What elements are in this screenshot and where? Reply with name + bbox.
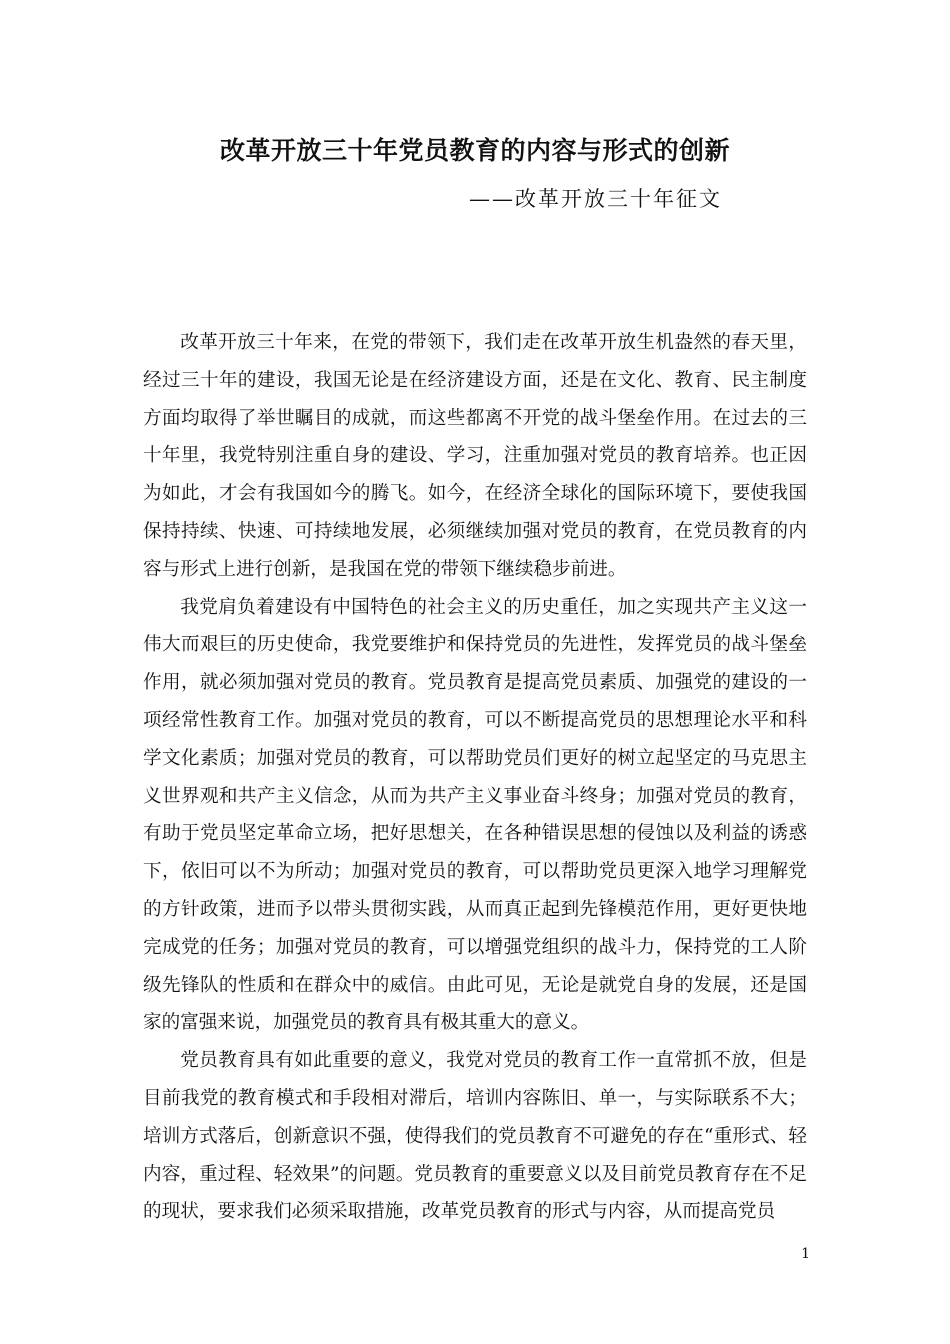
page-number: 1: [801, 1246, 810, 1262]
paragraph-2: 我党肩负着建设有中国特色的社会主义的历史重任，加之实现共产主义这一伟大而艰巨的历史使命，我党要维护和保持党员的先进性，发挥党员的战斗堡垒作用，就必须加强对党员的教育。党员教育是提高党员素质、加强党的建设的一项经常性教育工作。加强对党员的教育，可以不断提高党员的思想理论水平和科学文化素质；加强对党员的教育，可以帮助党员们更好的树立起坚定的马克思主义世界观和共产主义信念，从而为共产主义事业奋斗终身；加强对党员的教育，有助于党员坚定革命立场，把好思想关，在各种错误思想的侵蚀以及利益的诱惑下，依旧可以不为所动；加强对党员的教育，可以帮助党员更深入地学习理解党的方针政策，进而予以带头贯彻实践，从而真正起到先锋模范作用，更好更快地完成党的任务；加强对党员的教育，可以增强党组织的战斗力，保持党的工人阶级先锋队的性质和在群众中的威信。由此可见，无论是就党自身的发展，还是国家的富强来说，加强党员的教育具有极其重大的意义。: [143, 596, 807, 1034]
document-title: 改革开放三十年党员教育的内容与形式的创新: [219, 136, 730, 165]
paragraph-1: 改革开放三十年来，在党的带领下，我们走在改革开放生机盎然的春天里，经过三十年的建设，我国无论是在经济建设方面，还是在文化、教育、民主制度方面均取得了举世瞩目的成就，而这些都离不开党的战斗堡垒作用。在过去的三十年里，我党特别注重自身的建设、学习，注重加强对党员的教育培养。也正因为如此，才会有我国如今的腾飞。如今，在经济全球化的国际环境下，要使我国保持持续、快速、可持续地发展，必须继续加强对党员的教育，在党员教育的内容与形式上进行创新，是我国在党的带领下继续稳步前进。: [143, 332, 807, 580]
document-body: [143, 324, 807, 1231]
document-subtitle: ——改革开放三十年征文: [469, 187, 722, 211]
paragraph-3: 党员教育具有如此重要的意义，我党对党员的教育工作一直常抓不放，但是目前我党的教育模式和手段相对滞后，培训内容陈旧、单一，与实际联系不大；培训方式落后，创新意识不强，使得我们的党员教育不可避免的存在“重形式、轻内容，重过程、轻效果”的问题。党员教育的重要意义以及目前党员教育存在不足的现状，要求我们必须采取措施，改革党员教育的形式与内容，从而提高党员: [143, 1050, 807, 1223]
